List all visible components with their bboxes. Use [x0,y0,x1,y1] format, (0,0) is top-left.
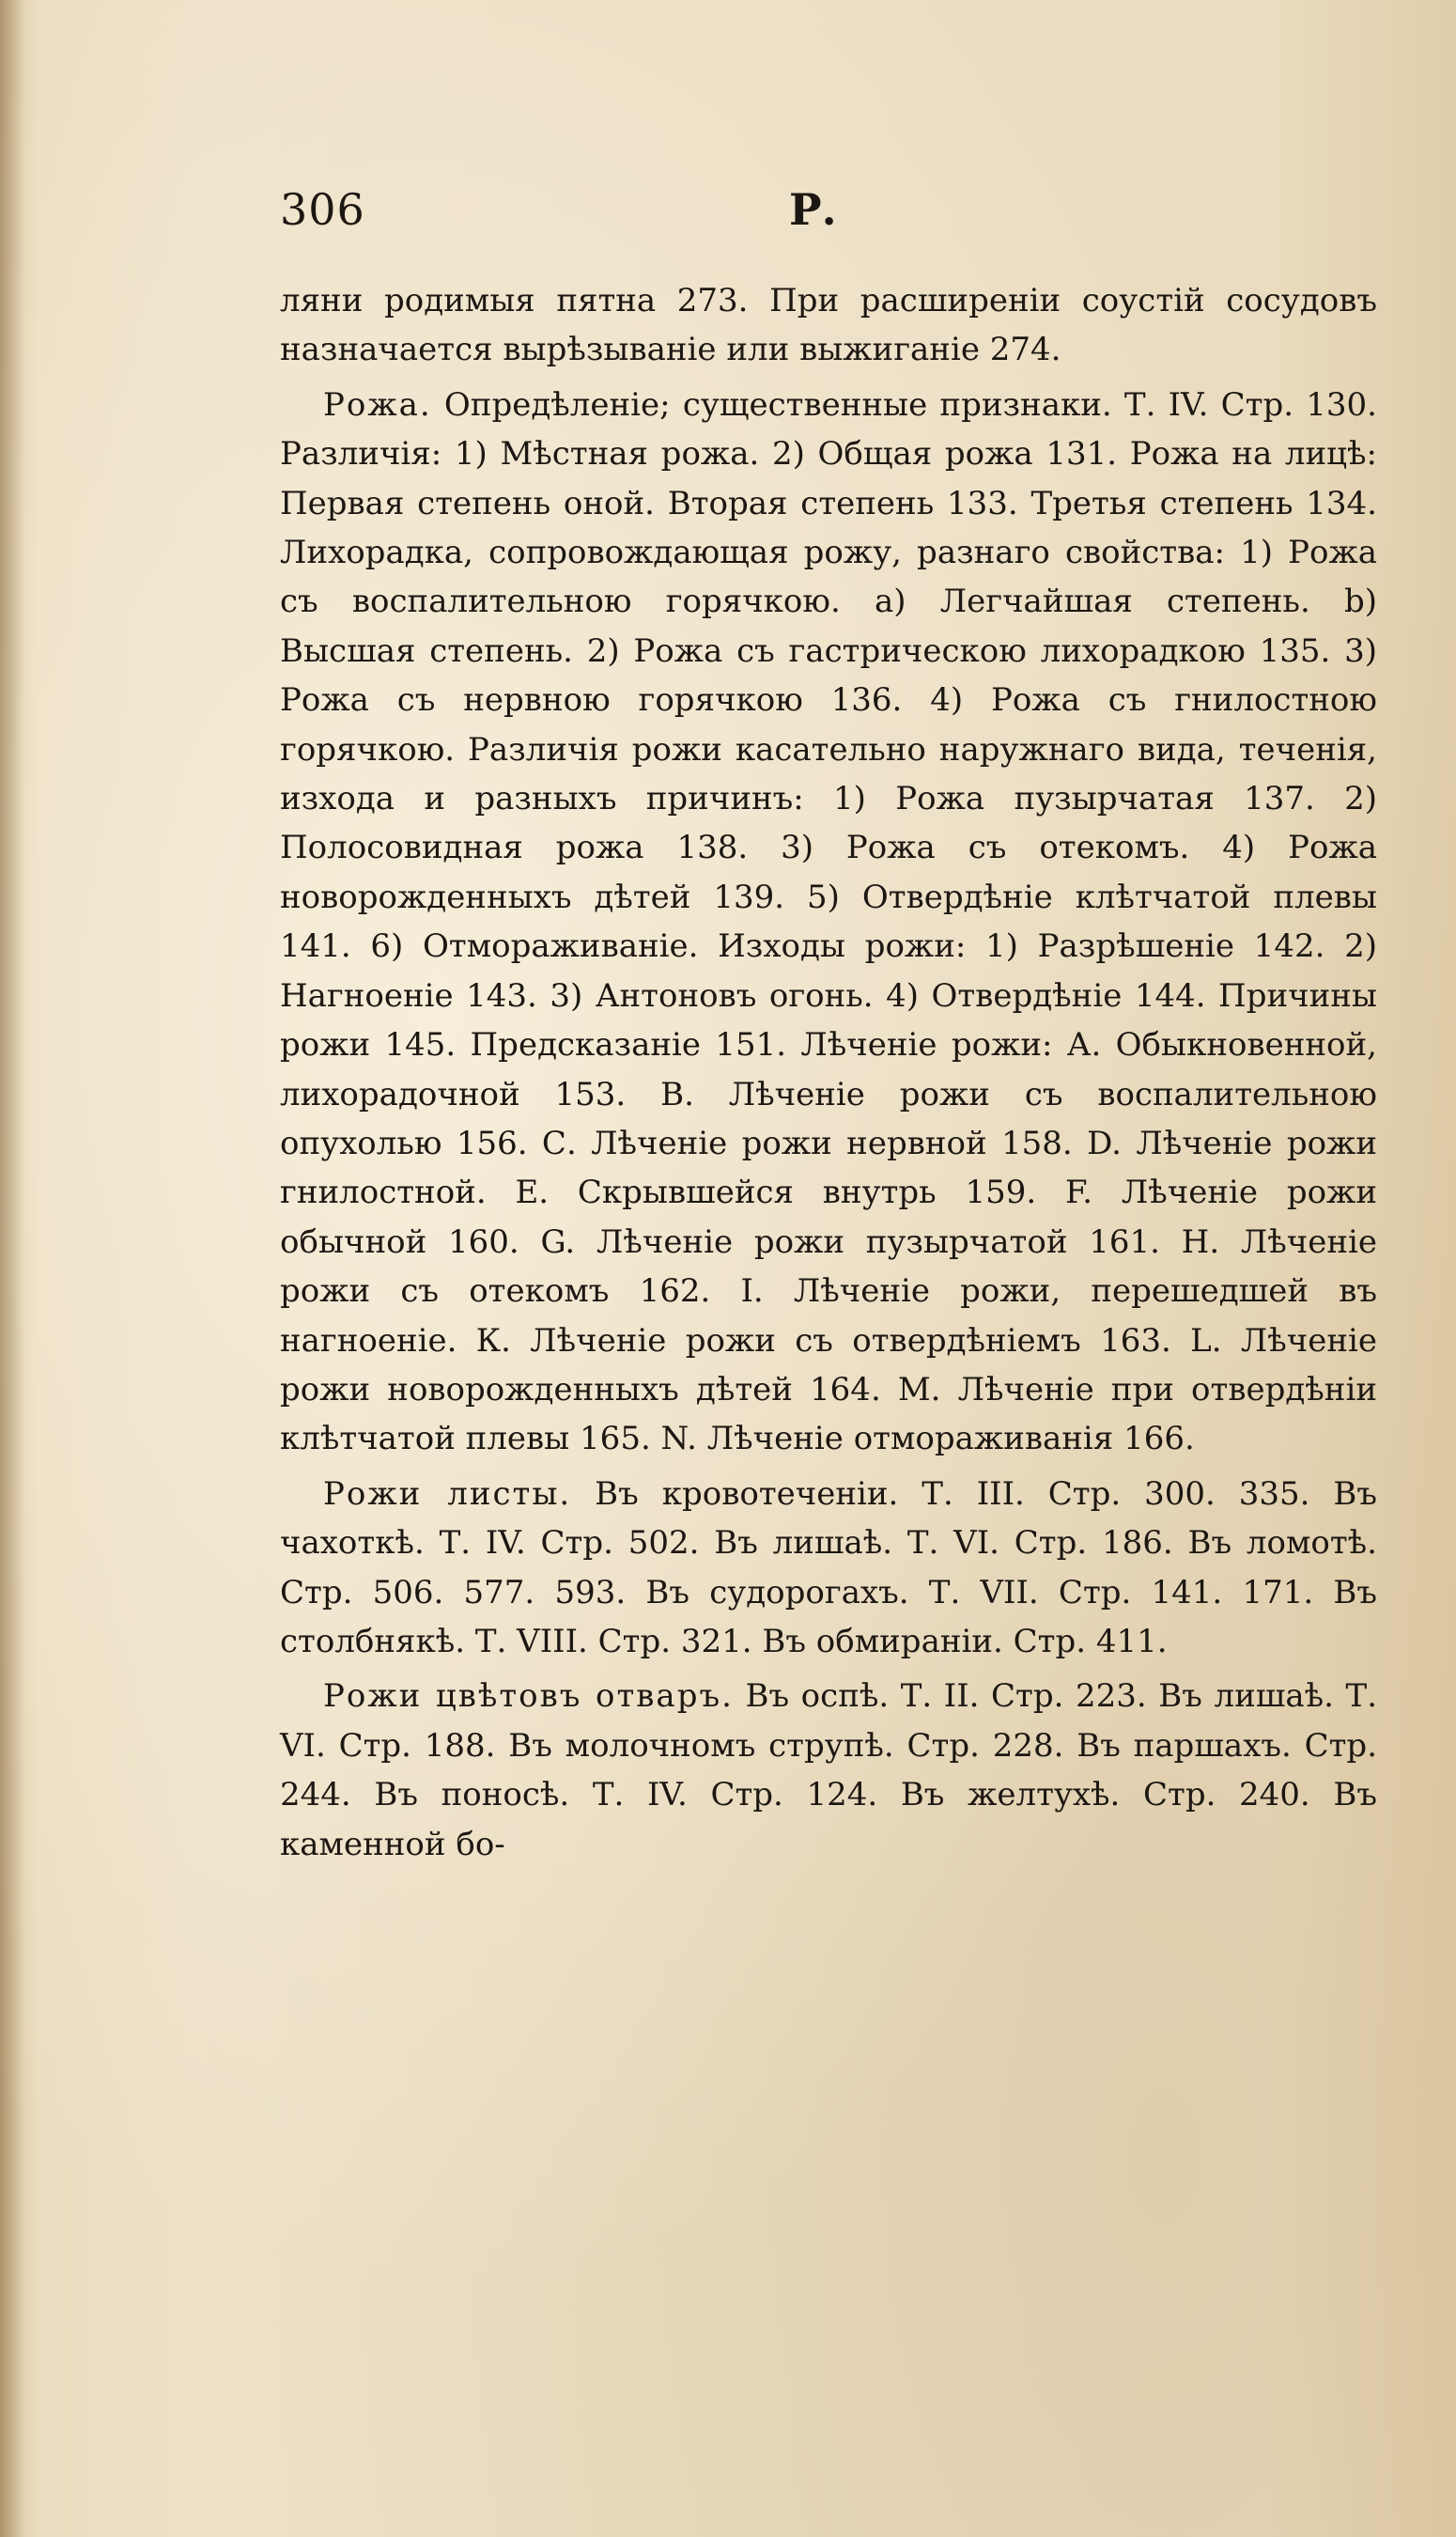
entry-rozhi-listy [280,1470,1377,1667]
entry-rozhi-tsvetov [280,1672,1377,1869]
entry-text: Въ кровотеченіи. Т. III. Стр. 300. 335. Въ чахоткѣ. Т. IV. Стр. 502. Въ лишаѣ. Т. VI. Стр. 186. Въ ломотѣ. Стр. 506. 577. 593. Въ судорогахъ. Т. VII. Стр. 141. 171. Въ столбнякѣ. Т. VIII. Стр. 321. Въ обмираніи. Стр. 411. [280,1474,1378,1660]
page-header [0,184,1456,250]
entry-term: Рожи листы. [323,1474,572,1513]
page-number: 306 [280,184,365,235]
paragraph-text: ляни родимыя пятна 273. При расширеніи соустій сосудовъ назначается вырѣзываніе или выжиганіе 274. [280,282,1377,369]
index-text [280,276,1377,1869]
binding-shadow [0,0,24,2537]
paragraph-continuation [280,276,1377,375]
entry-text: Опредѣленіе; существенные признаки. Т. IV. Стр. 130. Различія: 1) Мѣстная рожа. 2) Общая рожа 131. Рожа на лицѣ: Первая степень оной. Вторая степень 133. Третья степень 134. Лихорадка, сопровождающая рожу, разнаго свойства: 1) Рожа съ воспалительною горячкою. а) Легчайшая степень. b) Высшая степень. 2) Рожа съ гастрическою лихорадкою 135. 3) Рожа съ нервною горячкою 136. 4) Рожа съ гнилостною горячкою. Различія рожи касательно наружнаго вида, теченія, изхода и разныхъ причинъ: 1) Рожа пузырчатая 137. 2) Полосовидная рожа 138. 3) Рожа съ отекомъ. 4) Рожа новорожденныхъ дѣтей 139. 5) Отвердѣніе клѣтчатой плевы 141. 6) Отмораживаніе. Изходы рожи: 1) Разрѣшеніе 142. 2) Нагноеніе 143. 3) Антоновъ огонь. 4) Отвердѣніе 144. Причины рожи 145. Предсказаніе 151. Лѣченіе рожи: А. Обыкновенной, лихорадочной 153. В. Лѣченіе рожи съ воспалительною опухолью 156. С. Лѣченіе рожи нервной 158. D. Лѣченіе рожи гнилостной. Е. Скрывшейся внутрь 159. F. Лѣченіе рожи обычной 160. G. Лѣченіе рожи пузырчатой 161. H. Лѣченіе рожи съ отекомъ 162. I. Лѣченіе рожи, перешедшей въ нагноеніе. К. Лѣченіе рожи съ отвердѣніемъ 163. L. Лѣченіе рожи новорожденныхъ дѣтей 164. М. Лѣченіе при отвердѣніи клѣтчатой плевы 165. N. Лѣченіе отмораживанія 166. [280,385,1377,1458]
entry-text: Въ оспѣ. Т. II. Стр. 223. Въ лишаѣ. Т. VI. Стр. 188. Въ молочномъ струпѣ. Стр. 228. Въ паршахъ. Стр. 244. Въ поносѣ. Т. IV. Стр. 124. Въ желтухѣ. Стр. 240. Въ каменной бо- [280,1677,1378,1863]
running-head: Р. [789,184,837,235]
entry-term: Рожа. [323,385,432,424]
entry-rozha [280,381,1377,1464]
entry-term: Рожи цвѣтовъ отваръ. [323,1677,734,1716]
